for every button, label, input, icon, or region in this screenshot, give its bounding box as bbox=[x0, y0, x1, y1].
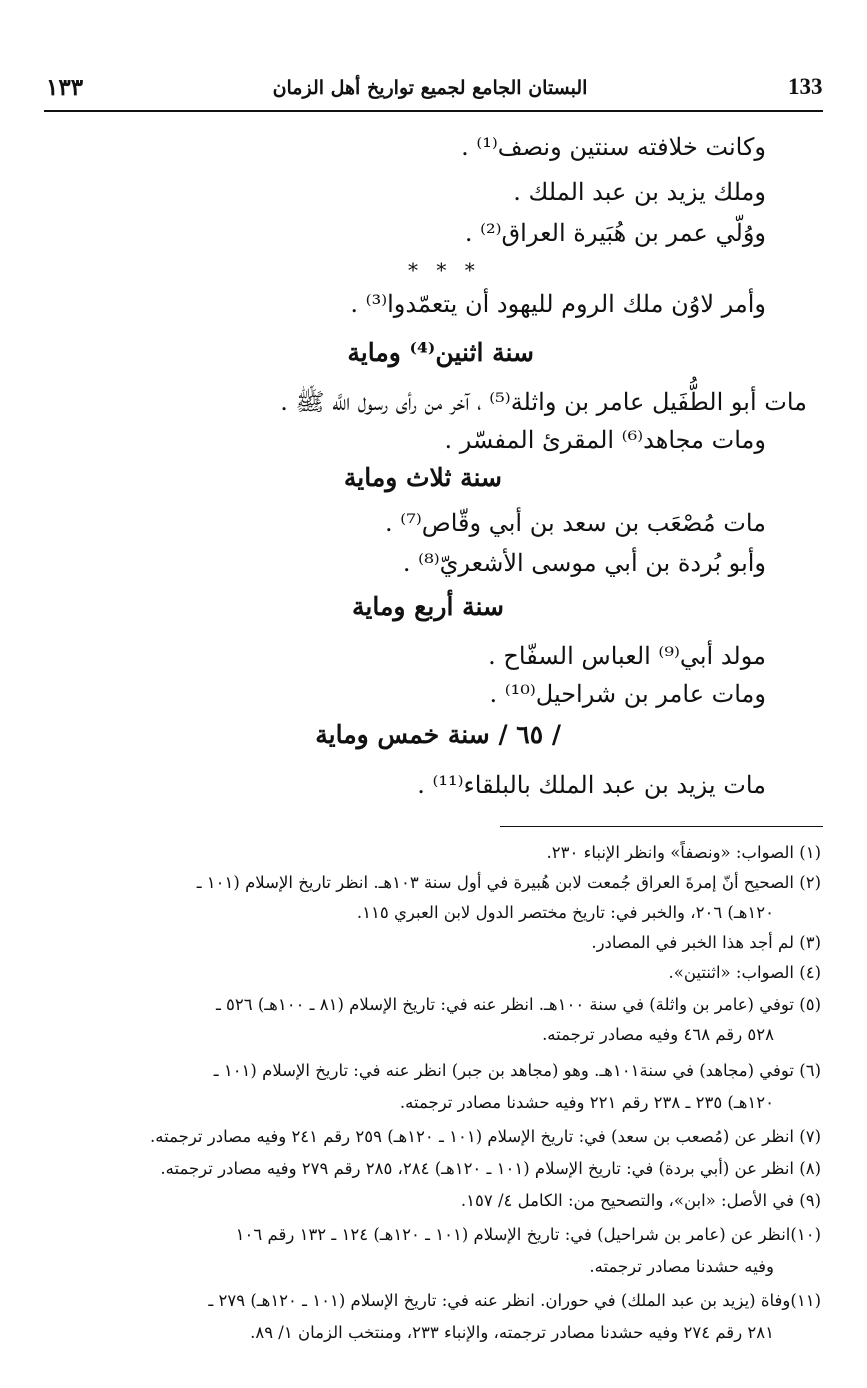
footnote: (٢) الصحيح أنّ إمرةَ العراق جُمعت لابن هُبيرة في أول سنة ١٠٣هـ. انظر تاريخ الإسلام (١٠١ ـ bbox=[196, 873, 821, 892]
footnote-continuation: ١٢٠هـ) ٢٣٥ ـ ٢٣٨ رقم ٢٢١ وفيه حشدنا مصادر ترجمته. bbox=[399, 1093, 774, 1112]
body-line: وملك يزيد بن عبد الملك . bbox=[513, 178, 766, 206]
year-heading: سنة أربع ومایة bbox=[351, 592, 504, 621]
footnote: (١٠)انظر عن (عامر بن شراحيل) في: تاريخ الإسلام (١٠١ ـ ١٢٠هـ) ١٢٤ ـ ١٣٢ رقم ١٠٦ bbox=[235, 1225, 821, 1244]
year-heading: سنة اثنين⁽⁴⁾ ومایة bbox=[347, 338, 534, 367]
page-number-latin: 133 bbox=[788, 74, 823, 99]
body-line: مات أبو الطُّفَيل عامر بن واثلة⁽⁵⁾ ، آخر من رأى رسول اللَّه ﷺ . bbox=[280, 388, 807, 416]
body-line: ووُلّي عمر بن هُبَيرة العراق⁽²⁾ . bbox=[464, 219, 766, 247]
section-separator: * * * bbox=[408, 258, 481, 282]
running-title: البستان الجامع لجميع تواريخ أهل الزمان bbox=[272, 77, 588, 99]
body-line: مولد أبي⁽⁹⁾ العباس السفّاح . bbox=[488, 642, 766, 670]
footnote: (٥) توفي (عامر بن واثلة) في سنة ١٠٠هـ. انظر عنه في: تاريخ الإسلام (٨١ ـ ١٠٠هـ) ٥٢٦ ـ bbox=[215, 995, 821, 1014]
footnote-continuation: ١٢٠هـ) ٢٠٦، والخبر في: تاريخ مختصر الدول لابن العبري ١١٥. bbox=[356, 903, 774, 922]
body-line: ومات مجاهد⁽⁶⁾ المقرئ المفسّر . bbox=[444, 426, 766, 454]
body-line: وأمر لاوُن ملك الروم لليهود أن يتعمّدوا⁽³⁾ . bbox=[350, 290, 766, 318]
body-line: ومات عامر بن شراحيل⁽¹⁰⁾ . bbox=[489, 680, 766, 708]
footnote-continuation: ٥٢٨ رقم ٤٦٨ وفيه مصادر ترجمته. bbox=[542, 1025, 774, 1044]
body-line: مات يزيد بن عبد الملك بالبلقاء⁽¹¹⁾ . bbox=[417, 771, 766, 799]
footnote-continuation: وفيه حشدنا مصادر ترجمته. bbox=[589, 1257, 774, 1276]
footnote-continuation: ٢٨١ رقم ٢٧٤ وفيه حشدنا مصادر ترجمته، والإنباء ٢٣٣، ومنتخب الزمان ١/ ٨٩. bbox=[250, 1323, 774, 1342]
footnote: (٣) لم أجد هذا الخبر في المصادر. bbox=[591, 933, 821, 952]
footnote: (٤) الصواب: «اثنتين». bbox=[668, 963, 821, 982]
body-line: مات مُصْعَب بن سعد بن أبي وقّاص⁽⁷⁾ . bbox=[385, 509, 766, 537]
year-heading: / ٦٥ / سنة خمس ومایة bbox=[315, 720, 561, 749]
year-heading: سنة ثلاث ومایة bbox=[343, 463, 502, 492]
footnote: (١) الصواب: «ونصفاً» وانظر الإنباء ٢٣٠. bbox=[546, 843, 821, 862]
footnote: (٩) في الأصل: «ابن»، والتصحيح من: الكامل ٤/ ١٥٧. bbox=[460, 1191, 821, 1210]
body-line: وأبو بُردة بن أبي موسى الأشعريّ⁽⁸⁾ . bbox=[402, 549, 766, 577]
footnote: (١١)وفاة (يزيد بن عبد الملك) في حوران. انظر عنه في: تاريخ الإسلام (١٠١ ـ ١٢٠هـ) ٢٧٩ ـ bbox=[208, 1291, 821, 1310]
footnote: (٨) انظر عن (أبي بردة) في: تاريخ الإسلام (١٠١ ـ ١٢٠هـ) ٢٨٤، ٢٨٥ رقم ٢٧٩ وفيه مصادر ترجمته. bbox=[160, 1159, 821, 1178]
footnote-rule bbox=[500, 826, 823, 827]
footnote: (٧) انظر عن (مُصعب بن سعد) في: تاريخ الإسلام (١٠١ ـ ١٢٠هـ) ٢٥٩ رقم ٢٤١ وفيه مصادر ترجمته. bbox=[150, 1127, 821, 1146]
page-number-arabic: ١٣٣ bbox=[46, 74, 84, 101]
footnote: (٦) توفي (مجاهد) في سنة١٠١هـ. وهو (مجاهد بن جبر) انظر عنه في: تاريخ الإسلام (١٠١ ـ bbox=[213, 1061, 821, 1080]
header-rule bbox=[44, 110, 823, 112]
body-line: وكانت خلافته سنتين ونصف⁽¹⁾ . bbox=[461, 133, 766, 161]
